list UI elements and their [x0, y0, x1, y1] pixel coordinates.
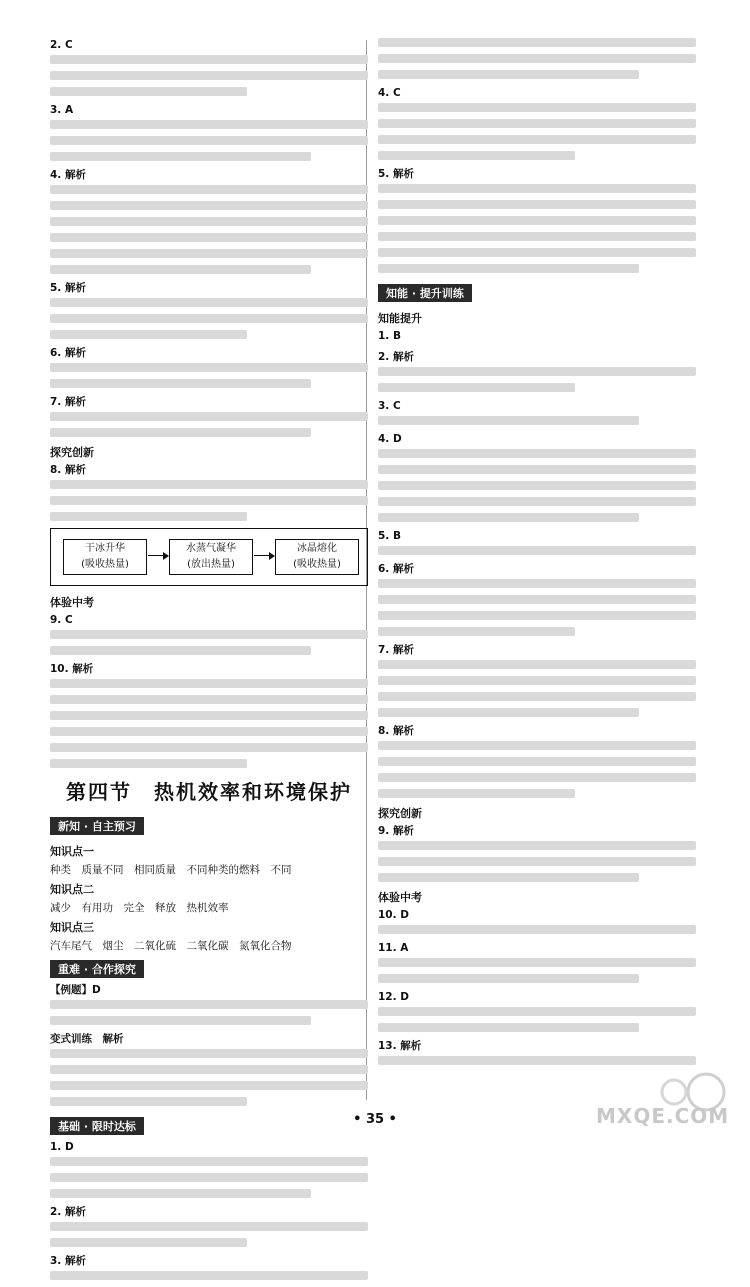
answer-item [50, 983, 368, 1025]
answer-label: 3. A [50, 104, 74, 116]
node-note: (吸收热量) [293, 559, 341, 570]
section-band: 新知 · 自主预习 [50, 817, 144, 835]
answer-label: 4. D [378, 433, 402, 445]
node-title: 冰晶熔化 [297, 543, 337, 554]
answer-item [50, 281, 368, 339]
phase-change-diagram [50, 528, 368, 586]
section-band: 重难 · 合作探究 [50, 960, 144, 978]
answer-item [50, 168, 368, 274]
node-note: (吸收热量) [81, 559, 129, 570]
answer-label: 8. 解析 [378, 725, 414, 737]
answer-label: 8. 解析 [50, 464, 86, 476]
node-note: (放出热量) [187, 559, 235, 570]
answer-label: 10. D [378, 909, 409, 921]
answer-item [378, 724, 696, 798]
answer-label: 9. 解析 [378, 825, 414, 837]
answer-label: 1. B [378, 330, 401, 342]
answer-label: 5. 解析 [378, 168, 414, 180]
diagram-node [275, 539, 359, 575]
answer-item [378, 432, 696, 522]
answer-item [50, 1254, 368, 1280]
answer-item [378, 167, 696, 273]
answer-label: 6. 解析 [378, 563, 414, 575]
answer-item [50, 1205, 368, 1247]
answer-item [378, 329, 696, 344]
answer-item [378, 529, 696, 555]
diagram-node [169, 539, 253, 575]
answer-label: 7. 解析 [50, 396, 86, 408]
answer-label: 2. 解析 [50, 1206, 86, 1218]
answer-label: 4. 解析 [50, 169, 86, 181]
answer-item [50, 1140, 368, 1198]
sub-heading: 探究创新 [50, 446, 94, 459]
answer-item [378, 399, 696, 425]
answer-label: 12. D [378, 991, 409, 1003]
answer-item [50, 613, 368, 655]
answer-item [50, 1032, 368, 1106]
arrow-right-icon [254, 555, 274, 556]
sub-heading: 探究创新 [378, 807, 422, 820]
answer-label: 2. C [50, 39, 73, 51]
answer-item [378, 643, 696, 717]
answer-item [378, 941, 696, 983]
answer-label: 7. 解析 [378, 644, 414, 656]
answer-item [50, 395, 368, 437]
answer-label: 4. C [378, 87, 401, 99]
answer-item [378, 908, 696, 934]
arrow-right-icon [148, 555, 168, 556]
answer-item [50, 38, 368, 96]
answer-label: 6. 解析 [50, 347, 86, 359]
sub-heading: 体验中考 [50, 596, 94, 609]
answer-label: 【例题】D [50, 984, 101, 996]
section-title: 第四节 热机效率和环境保护 [66, 780, 352, 804]
sub-heading: 体验中考 [378, 891, 422, 904]
answer-label: 1. D [50, 1141, 74, 1153]
sub-heading: 知能提升 [378, 312, 422, 325]
answer-item [50, 346, 368, 388]
diagram-node [63, 539, 147, 575]
answer-item [50, 103, 368, 161]
page-number: • 35 • [353, 1112, 397, 1127]
section-band: 知能 · 提升训练 [378, 284, 472, 302]
node-title: 干冰升华 [85, 543, 125, 554]
sub-heading: 知识点二 [50, 883, 94, 896]
answer-item [378, 38, 696, 79]
watermark-text: MXQE.COM [596, 1104, 730, 1128]
sub-heading: 知识点一 [50, 845, 94, 858]
answer-item [378, 562, 696, 636]
answer-label: 3. C [378, 400, 401, 412]
answer-label: 5. B [378, 530, 401, 542]
answer-label: 5. 解析 [50, 282, 86, 294]
answer-label: 9. C [50, 614, 73, 626]
node-title: 水蒸气凝华 [186, 543, 236, 554]
answer-label: 2. 解析 [378, 351, 414, 363]
knowledge-point-text: 减少 有用功 完全 释放 热机效率 [50, 902, 229, 914]
knowledge-point-text: 汽车尾气 烟尘 二氧化硫 二氧化碳 氮氧化合物 [50, 940, 292, 952]
answer-item [378, 350, 696, 392]
answer-label: 3. 解析 [50, 1255, 86, 1267]
section-band: 基础 · 限时达标 [50, 1117, 144, 1135]
answer-label: 13. 解析 [378, 1040, 422, 1052]
right-column [378, 38, 696, 1072]
answer-item [50, 662, 368, 768]
answer-item [50, 463, 368, 521]
left-column [50, 38, 368, 1287]
answer-item [378, 1039, 696, 1065]
sub-heading: 知识点三 [50, 921, 94, 934]
answer-item [378, 824, 696, 882]
answer-label: 10. 解析 [50, 663, 94, 675]
answer-label: 11. A [378, 942, 409, 954]
answer-item [378, 86, 696, 160]
answer-label: 变式训练 解析 [50, 1033, 124, 1045]
answer-item [378, 990, 696, 1032]
knowledge-point-text: 种类 质量不同 相同质量 不同种类的燃料 不同 [50, 864, 292, 876]
